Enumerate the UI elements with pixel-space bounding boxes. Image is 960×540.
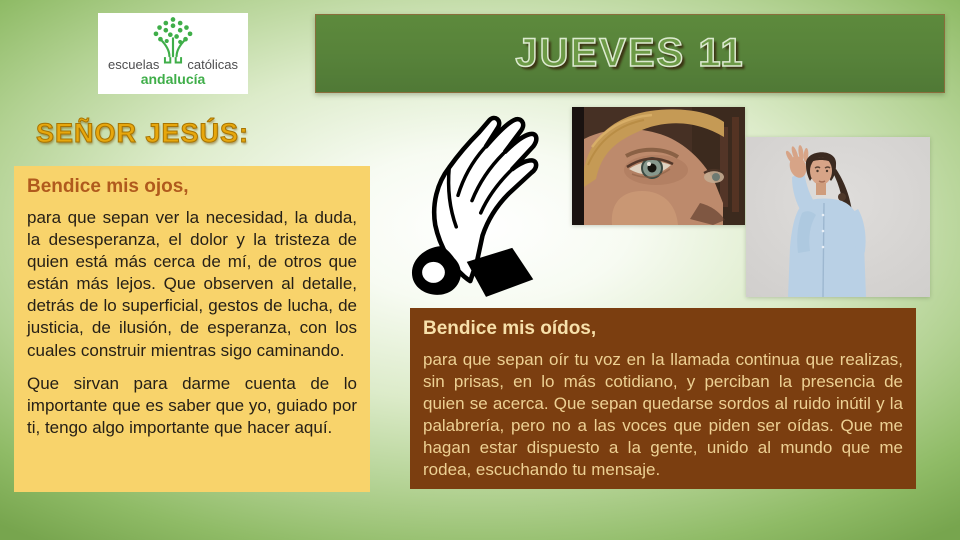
logo-subtitle-andalucia: andalucía bbox=[140, 71, 206, 88]
senor-jesus-heading: SEÑOR JESÚS: bbox=[36, 118, 250, 148]
eyes-card-paragraph-2: Que sirvan para darme cuenta de lo importante que es saber que yo, guiado por ti, tengo algo importante que hacer aquí. bbox=[27, 373, 357, 437]
slide-title: JUEVES 11 bbox=[515, 31, 745, 75]
logo-word-catolicas: católicas bbox=[187, 57, 238, 73]
title-banner bbox=[315, 14, 945, 93]
olive-tree-icon bbox=[146, 15, 200, 67]
bendice-mis-oidos-card bbox=[410, 308, 916, 489]
eyes-card-paragraph-1: para que sepan ver la necesidad, la duda, la desesperanza, el dolor y la tristeza de quien está más cerca de mí, de otros que están más lejos. Que observen al detalle, detrás de lo superficial, gestos de lucha, de justicia, de ilusión, de esperanza, con los cuales construir mientras sigo caminando. bbox=[27, 208, 357, 360]
child-eyes-photo bbox=[572, 107, 745, 225]
escuelas-catolicas-logo bbox=[98, 13, 248, 94]
ears-card-heading: Bendice mis oídos, bbox=[423, 318, 597, 339]
logo-word-escuelas: escuelas bbox=[108, 57, 160, 73]
woman-listening-photo bbox=[746, 137, 930, 297]
praying-hands-icon bbox=[388, 112, 563, 298]
eyes-card-heading: Bendice mis ojos, bbox=[27, 176, 189, 197]
ears-card-paragraph: para que sepan oír tu voz en la llamada continua que realizas, sin prisas, en lo más cotidiano, y perciban la presencia de quien se acerca. Que sepan quedarse sordos al ruido inútil y la palabrería, pero no a las voces que piden ser oídas. Que me hagan estar dispuesto a la gente, unido al mundo que me rodea, escuchando tu mensaje. bbox=[423, 350, 903, 480]
bendice-mis-ojos-card bbox=[14, 166, 370, 492]
